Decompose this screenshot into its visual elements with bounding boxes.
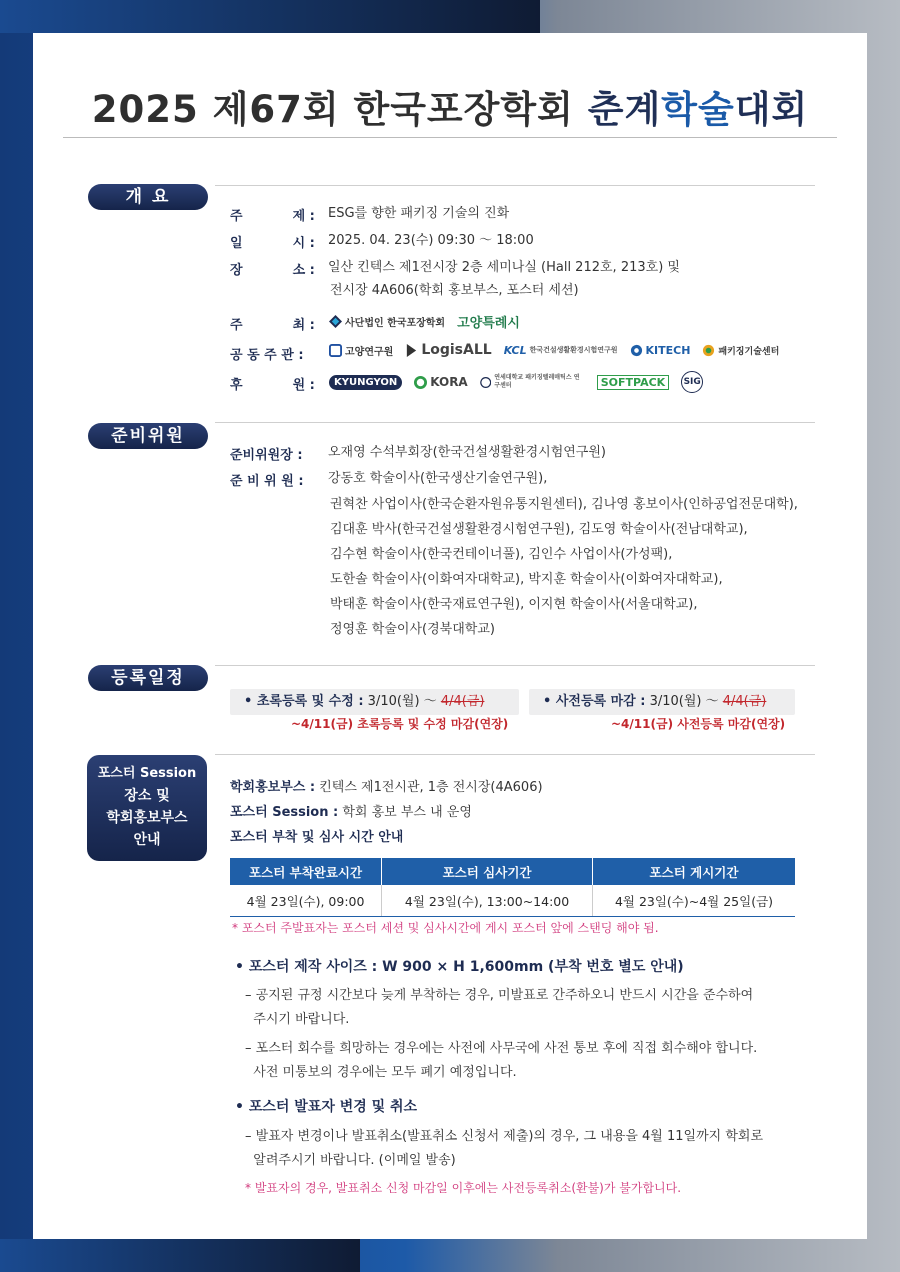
host-label: 주 최 : (230, 318, 315, 333)
member-line-6: 박태훈 학술이사(한국재료연구원), 이지현 학술이사(서울대학교), (330, 597, 698, 612)
table-row (230, 885, 795, 917)
member-line-3: 김대훈 박사(한국건설생활환경시험연구원), 김도영 학술이사(전남대학교), (330, 522, 748, 537)
goyang-logo: 고양특례시 (457, 316, 520, 331)
host-logos (329, 312, 520, 331)
poster-divider (215, 754, 815, 755)
title-divider (63, 137, 837, 138)
title-spring: 춘계 (587, 88, 662, 131)
size-item-3: – 포스터 회수를 희망하는 경우에는 사전에 사무국에 사전 통보 후에 직접 회수해야 합니다. (245, 1041, 758, 1056)
abstract-registration-box (230, 689, 519, 715)
registration-divider (215, 665, 815, 666)
overview-tab: 개 요 (88, 184, 208, 210)
logisall-text: LogisALL (421, 342, 492, 358)
goyang-institute-text: 고양연구원 (345, 346, 394, 358)
kora-text: KORA (430, 375, 468, 389)
yonsei-text: 연세대학교 패키징텔레매틱스 연구센터 (494, 374, 580, 389)
title-main: 2025 제67회 한국포장학회 (91, 88, 588, 131)
kcl-text: 한국건설생활환경시험연구원 (529, 346, 618, 354)
cohost-label: 공 동 주 관 : (230, 348, 304, 363)
session-value: 학회 홍보 부스 내 운영 (338, 805, 472, 820)
table-cell: 4월 23일(수), 13:00~14:00 (382, 885, 593, 917)
member-line-1: 강동호 학술이사(한국생산기술연구원), (328, 471, 548, 486)
topic-value: ESG를 향한 패키징 기술의 진화 (328, 206, 510, 221)
members-label: 준 비 위 원 : (230, 474, 304, 489)
abstract-dates: 3/10(월) ～ (363, 694, 441, 709)
sponsor-label: 후 원 : (230, 378, 315, 393)
corner-decoration-top (0, 0, 540, 33)
table-header: 포스터 부착완료시간 (230, 858, 382, 885)
table-cell: 4월 23일(수)~4월 25일(금) (593, 885, 796, 917)
sponsor-logos (329, 371, 703, 393)
poster-tab (87, 755, 207, 861)
poster-sheet (33, 33, 867, 1239)
preregistration-box (529, 689, 795, 715)
page-title (33, 79, 867, 133)
poster-tab-line-2: 장소 및 (124, 788, 170, 804)
kitech-text: KITECH (645, 343, 691, 357)
venue-value-2: 전시장 4A606(학회 홍보부스, 포스터 세션) (330, 283, 579, 298)
chair-value: 오재영 수석부회장(한국건설생활환경시험연구원) (328, 445, 606, 460)
refund-note: * 발표자의 경우, 발표취소 신청 마감일 이후에는 사전등록취소(환불)가 불가합니다. (245, 1181, 682, 1195)
chair-label: 준비위원장 : (230, 448, 303, 463)
abstract-extension: ~4/11(금) 초록등록 및 수정 마감(연장) (291, 717, 509, 731)
overview-divider (215, 185, 815, 186)
member-line-5: 도한솔 학술이사(이화여자대학교), 박지훈 학술이사(이화여자대학교), (330, 572, 723, 587)
size-item-4: 사전 미통보의 경우에는 모두 폐기 예정입니다. (245, 1065, 517, 1080)
booth-value: 킨텍스 제1전시관, 1층 전시장(4A606) (315, 780, 543, 795)
poster-tab-line-1: 포스터 Session (97, 766, 197, 781)
member-line-4: 김수현 학술이사(한국컨테이너풀), 김인수 사업이사(가성팩), (330, 547, 673, 562)
preregistration-label: • 사전등록 마감 : (543, 694, 646, 709)
softpack-logo: SOFTPACK (597, 375, 669, 390)
session-label: 포스터 Session : (230, 805, 339, 820)
preregistration-dates: 3/10(월) ～ (645, 694, 723, 709)
member-line-2: 권혁찬 사업이사(한국순환자원유통지원센터), 김나영 홍보이사(인하공업전문대학), (330, 497, 798, 512)
title-academic: 학술 (661, 88, 735, 131)
poster-tab-line-4: 안내 (133, 832, 161, 848)
booth-label: 학회홍보부스 : (230, 780, 316, 795)
standing-note: * 포스터 주발표자는 포스터 세션 및 심사시간에 게시 포스터 앞에 스탠딩 해야 됨. (232, 921, 659, 935)
abstract-label: • 초록등록 및 수정 : (244, 694, 364, 709)
preregistration-extension: ~4/11(금) 사전등록 마감(연장) (611, 717, 786, 731)
session-row (230, 804, 472, 822)
abstract-old-deadline: 4/4(금) (440, 694, 485, 709)
schedule-title: 포스터 부착 및 심사 시간 안내 (230, 830, 404, 845)
title-conference: 대회 (734, 88, 809, 131)
sig-logo: SIG (681, 371, 703, 393)
yonsei-logo (480, 374, 585, 390)
venue-value: 일산 킨텍스 제1전시장 2층 세미나실 (Hall 212호, 213호) 및 (328, 260, 680, 275)
table-header: 포스터 심사기간 (382, 858, 593, 885)
logisall-logo (405, 342, 491, 358)
date-label: 일 시 : (230, 236, 315, 251)
corner-decoration-bottom (0, 1239, 360, 1272)
committee-divider (215, 422, 815, 423)
poster-schedule-table (230, 858, 795, 917)
size-item-1: – 공지된 규정 시간보다 늦게 부착하는 경우, 미발표로 간주하오니 반드시 시간을 준수하여 (245, 988, 754, 1003)
date-value: 2025. 04. 23(수) 09:30 ～ 18:00 (328, 233, 534, 248)
booth-row (230, 779, 543, 797)
kora-logo (414, 375, 468, 389)
member-line-7: 정영훈 학술이사(경북대학교) (330, 622, 495, 637)
table-cell: 4월 23일(수), 09:00 (230, 885, 382, 917)
kitech-logo (630, 344, 691, 357)
packaging-center-logo (702, 344, 779, 357)
preregistration-old-deadline: 4/4(금) (722, 694, 767, 709)
venue-label: 장 소 : (230, 263, 315, 278)
change-item-2: 알려주시기 바랍니다. (이메일 발송) (245, 1153, 456, 1168)
committee-tab: 준비위원 (88, 423, 208, 449)
change-item-1: – 발표자 변경이나 발표취소(발표취소 신청서 제출)의 경우, 그 내용을 4월 11일까지 학회로 (245, 1129, 764, 1144)
poster-tab-line-3: 학회홍보부스 (106, 810, 188, 826)
packaging-center-text: 패키징기술센터 (718, 346, 780, 357)
cohost-logos (329, 342, 779, 358)
presenter-change-title: • 포스터 발표자 변경 및 취소 (235, 1099, 418, 1115)
poster-size-title: • 포스터 제작 사이즈 : W 900 × H 1,600mm (부착 번호 별도 안내) (235, 959, 684, 975)
size-item-2: 주시기 바랍니다. (245, 1012, 350, 1027)
goyang-institute-logo (329, 343, 393, 358)
kosops-logo (329, 314, 445, 329)
kcl-logo: KCL 한국건설생활환경시험연구원 (503, 343, 618, 357)
kosops-logo-text: 사단법인 한국포장학회 (345, 318, 446, 329)
registration-tab: 등록일정 (88, 665, 208, 691)
table-header: 포스터 게시기간 (593, 858, 796, 885)
topic-label: 주 제 : (230, 209, 315, 224)
kyungyon-logo: KYUNGYON (329, 375, 402, 390)
